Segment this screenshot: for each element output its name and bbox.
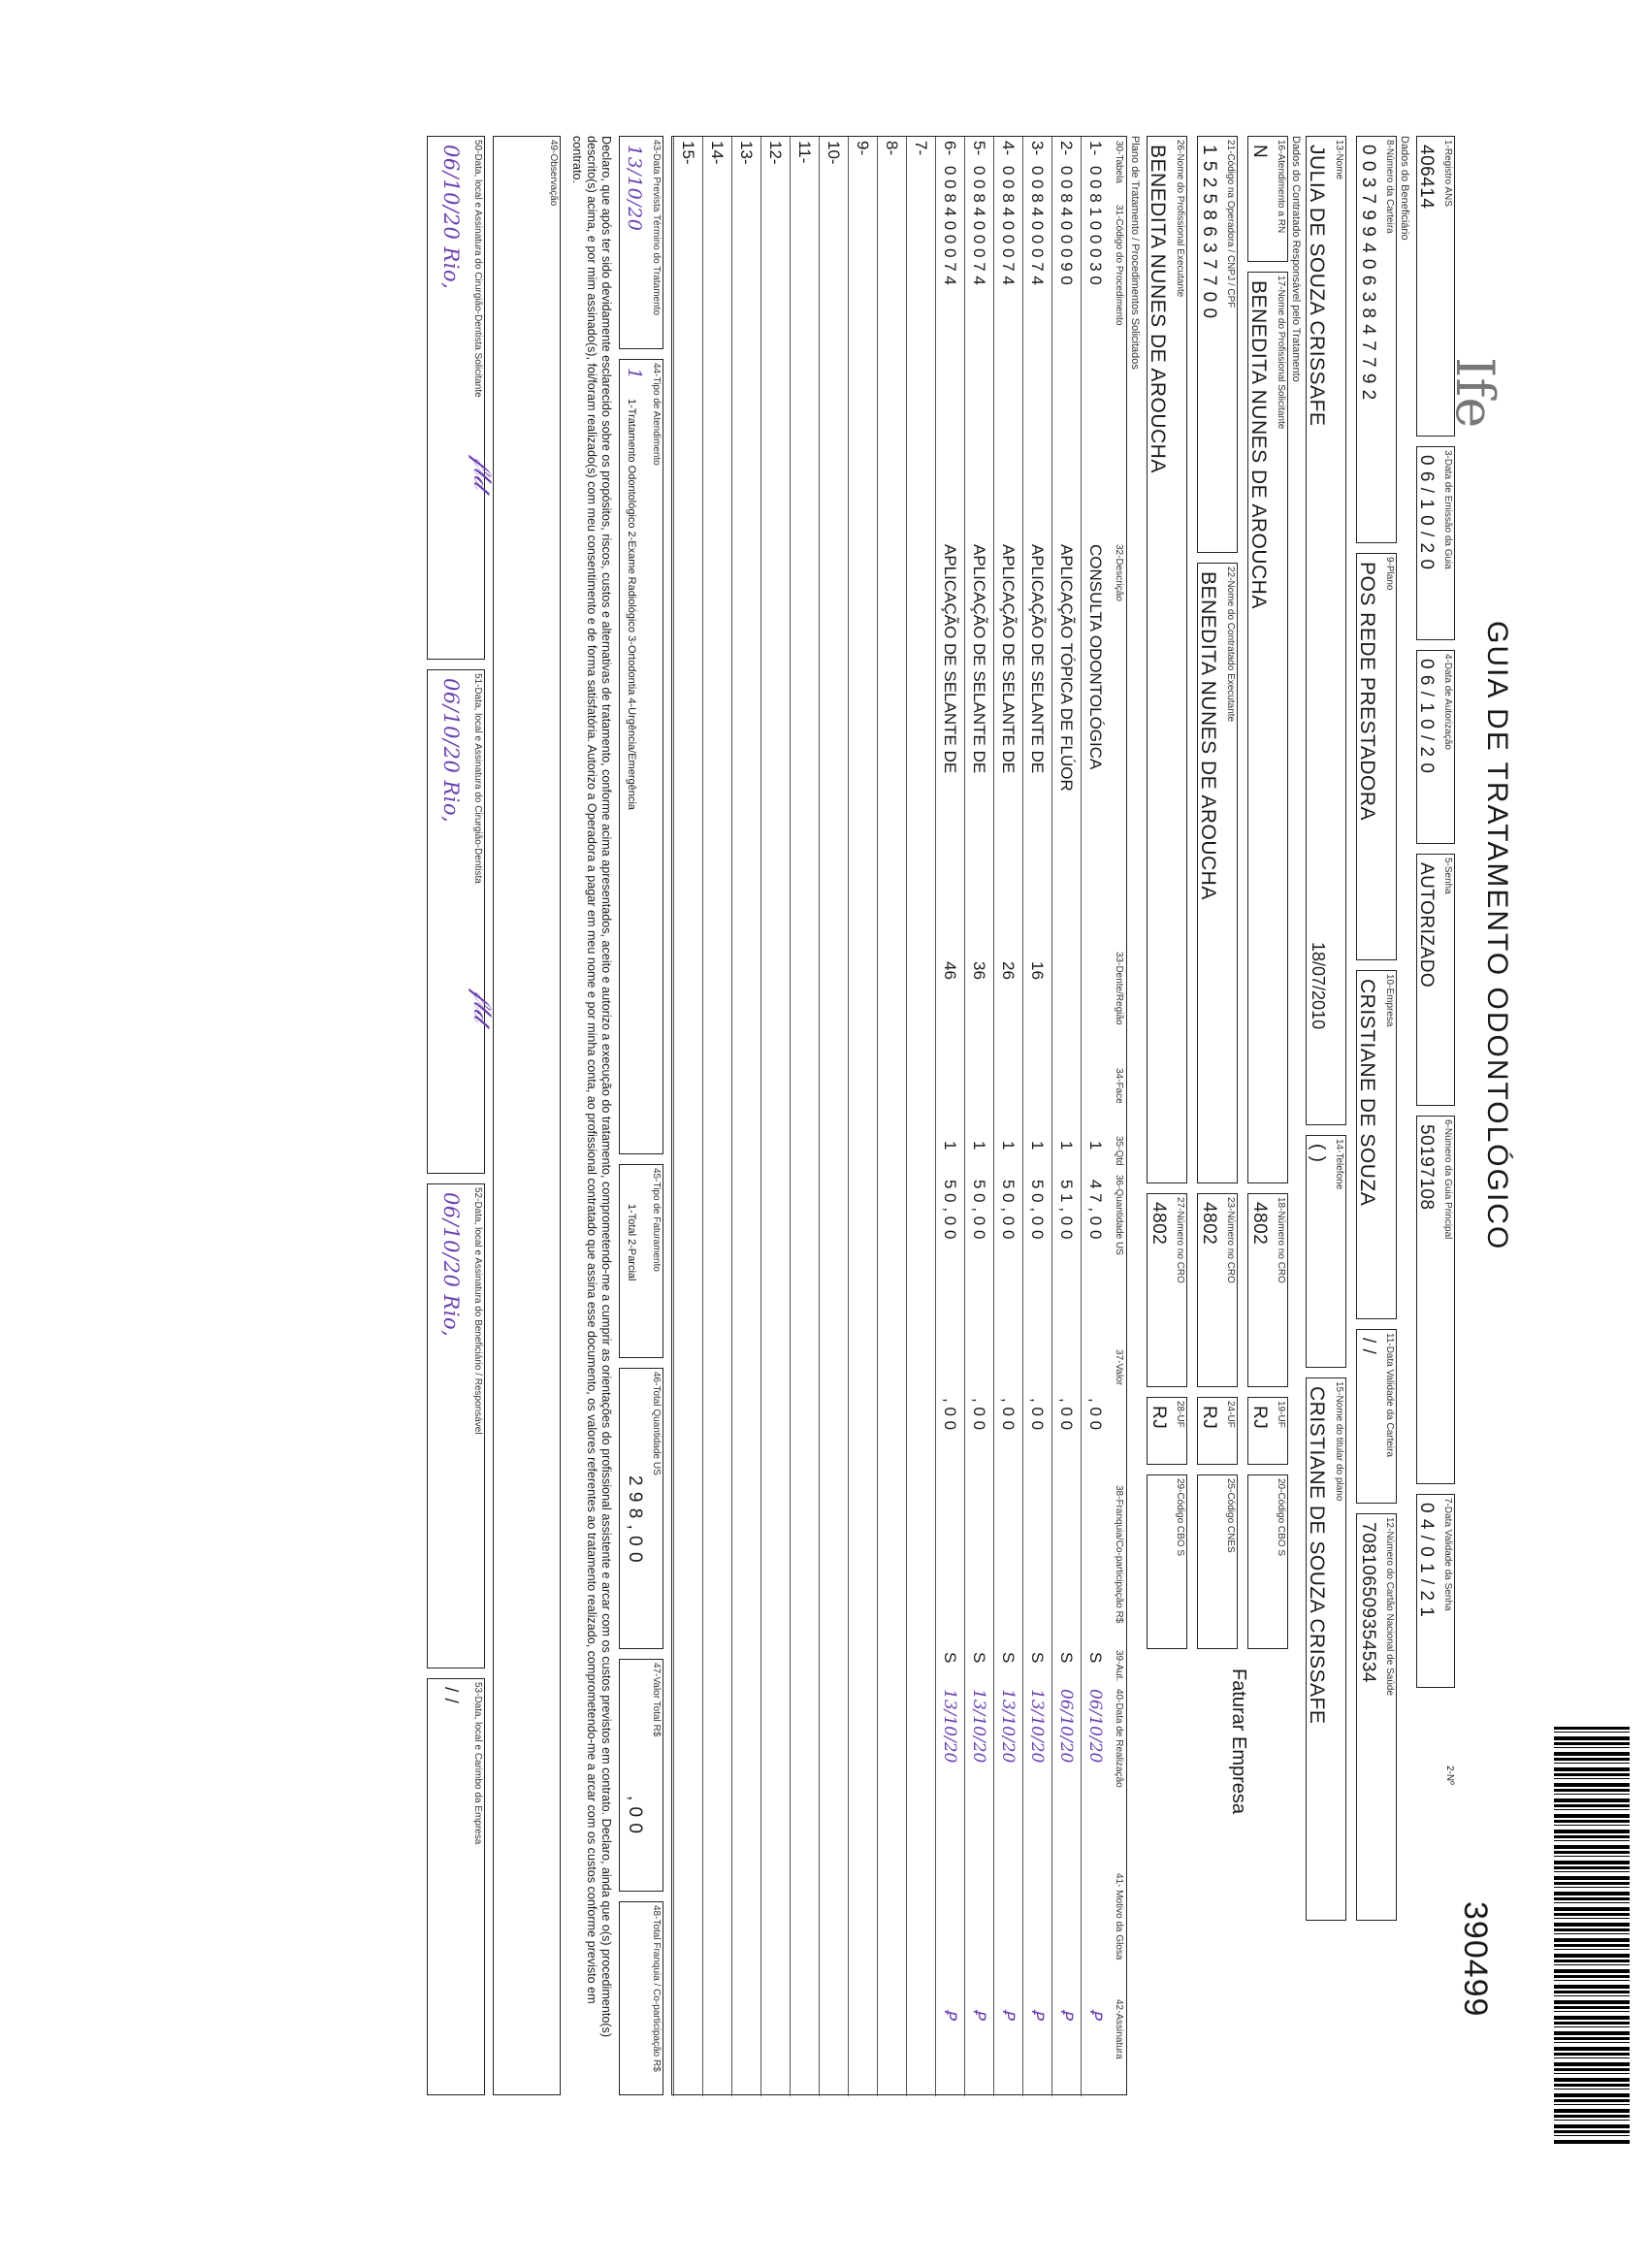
row-aut: S <box>941 1652 959 1664</box>
row-number: 7- <box>912 141 930 156</box>
section-procedimentos: Plano de Tratamento / Procedimentos Solicitados <box>1129 136 1141 370</box>
row-description: APLICAÇÃO DE SELANTE DE <box>970 544 988 774</box>
field-atendimento-rn[interactable]: 16-Atendimento a RN N <box>1247 136 1288 262</box>
field-cro-solicitante[interactable]: 18-Número no CRO 4802 <box>1247 1193 1288 1387</box>
row-date: 06/10/20 <box>1056 1689 1076 1764</box>
field-guia-principal[interactable]: 6-Número da Guia Principal 50197108 <box>1416 1116 1455 1484</box>
field-codigo-operadora[interactable]: 21-Código na Operadora / CNPJ / CPF 1 5 2 5 8 6 3 7 7 0 0 <box>1197 136 1238 553</box>
col-motivo-glosa: 41- Motivo da Glosa <box>1114 1873 1124 1960</box>
field-uf-contratado[interactable]: 24-UF RJ <box>1197 1397 1238 1465</box>
row-qty: 1 <box>941 1141 959 1150</box>
field-cro-contratado[interactable]: 23-Número no CRO 4802 <box>1197 1193 1238 1387</box>
table-row[interactable] <box>1082 137 1109 2096</box>
col-tabela: 30-Tabela <box>1114 141 1124 183</box>
row-aut: S <box>999 1652 1018 1664</box>
row-qty: 1 <box>1057 1141 1076 1150</box>
row-us: 4 7 , 0 0 <box>1086 1180 1105 1240</box>
field-uf-executante[interactable]: 28-UF RJ <box>1147 1397 1187 1465</box>
row-number: 12- <box>766 141 785 165</box>
row-date: 13/10/20 <box>998 1689 1018 1764</box>
row-qty: 1 <box>1086 1141 1105 1150</box>
field-data-prevista[interactable]: 43-Data Prevista Término do Tratamento 13/10/20 <box>619 136 663 349</box>
row-description: CONSULTA ODONTOLÓGICA <box>1086 544 1105 770</box>
col-face: 34-Face <box>1114 1068 1124 1104</box>
field-cbo-executante[interactable]: 29-Código CBO S <box>1147 1474 1187 1649</box>
row-us: 5 0 , 0 0 <box>999 1180 1018 1240</box>
row-number: 13- <box>737 141 756 165</box>
field-validade-carteira[interactable]: 11-Data Validade da Carteira / / <box>1356 1329 1397 1504</box>
field-profissional-solicitante[interactable]: 17-Nome do Profissional Solicitante BENEDITA NUNES DE AROUCHA <box>1247 272 1288 1183</box>
row-number: 1- <box>1086 141 1105 156</box>
table-row[interactable] <box>732 137 760 2096</box>
row-code: 0 0 8 4 0 0 0 7 4 <box>1028 166 1047 285</box>
row-code: 0 0 8 1 0 0 0 3 0 <box>1086 166 1105 285</box>
field-uf-solicitante[interactable]: 19-UF RJ <box>1247 1397 1288 1465</box>
row-qty: 1 <box>970 1141 988 1150</box>
field-assinatura-solicitante[interactable]: 50-Data, local e Assinatura do Cirurgião-Dentista Solicitante 06/10/20 Rio, <box>427 136 485 660</box>
section-beneficiario: Dados do Beneficiário <box>1399 136 1410 241</box>
col-valor: 37-Valor <box>1114 1349 1124 1386</box>
row-date: 13/10/20 <box>1027 1689 1047 1764</box>
table-row[interactable] <box>674 137 701 2096</box>
col-quantidade-us: 36-Quantidade US <box>1114 1175 1124 1255</box>
field-nome[interactable]: 13-Nome JULIA DE SOUZA CRISSAFE 18/07/2010 <box>1306 136 1346 1125</box>
row-tooth: 46 <box>941 961 959 980</box>
procedures-table <box>671 136 1127 2095</box>
field-tipo-atendimento[interactable]: 44-Tipo de Atendimento 1 1-Tratamento Odontológico 2-Exame Radiológico 3-Ortodontia 4-Urgência/Emergência <box>619 359 663 1154</box>
col-codigo: 31-Código do Procedimento <box>1114 205 1124 326</box>
birth-date: 18/07/2010 <box>1309 942 1328 1030</box>
barcode <box>1554 1727 1630 2144</box>
col-data-realizacao: 40-Data de Realização <box>1114 1689 1124 1788</box>
row-description: APLICAÇÃO TÓPICA DE FLÚOR <box>1057 544 1076 792</box>
row-number: 6- <box>941 141 959 156</box>
row-value: , 0 0 <box>941 1398 959 1431</box>
row-us: 5 0 , 0 0 <box>941 1180 959 1240</box>
row-number: 14- <box>708 141 727 165</box>
row-signature: Ꝑ <box>969 2009 988 2020</box>
row-value: , 0 0 <box>970 1398 988 1431</box>
field-cartao-nacional[interactable]: 12-Número do Cartão Nacional de Saúde 708106509354534 <box>1356 1513 1397 1921</box>
row-value: , 0 0 <box>1057 1398 1076 1431</box>
row-code: 0 0 8 4 0 0 0 7 4 <box>999 166 1018 285</box>
row-number: 5- <box>970 141 988 156</box>
row-tooth: 36 <box>970 961 988 980</box>
table-row[interactable] <box>1052 137 1080 2096</box>
col-qtd: 35-Qtd <box>1114 1136 1124 1166</box>
row-number: 8- <box>883 141 901 156</box>
row-number: 10- <box>824 141 843 165</box>
field-plano[interactable]: 9-Plano POS REDE PRESTADORA <box>1356 553 1397 960</box>
row-date: 13/10/20 <box>969 1689 988 1764</box>
row-us: 5 1 , 0 0 <box>1057 1180 1076 1240</box>
field-cro-executante[interactable]: 27-Número no CRO 4802 <box>1147 1193 1187 1387</box>
row-value: , 0 0 <box>1028 1398 1047 1431</box>
row-aut: S <box>1028 1652 1047 1664</box>
row-us: 5 0 , 0 0 <box>970 1180 988 1240</box>
row-number: 2- <box>1057 141 1076 156</box>
row-qty: 1 <box>999 1141 1018 1150</box>
field-assinatura-dentista[interactable]: 51-Data, local e Assinatura do Cirurgião-Dentista 06/10/20 Rio, <box>427 669 485 1174</box>
operator-logo: Ife <box>1444 357 1505 429</box>
col-descricao: 32-Descrição <box>1114 544 1124 601</box>
row-number: 4- <box>999 141 1018 156</box>
table-row[interactable] <box>965 137 992 2096</box>
row-value: , 0 0 <box>1086 1398 1105 1431</box>
row-description: APLICAÇÃO DE SELANTE DE <box>1028 544 1047 774</box>
field-valor-total[interactable]: 47-Valor Total R$ , 0 0 <box>619 1659 663 1892</box>
field-total-franquia[interactable]: 48-Total Franquia / Co-participação R$ <box>619 1901 663 2095</box>
field-senha[interactable]: 5-Senha AUTORIZADO <box>1416 854 1455 1106</box>
row-date: 13/10/20 <box>940 1689 959 1764</box>
row-signature: Ꝑ <box>1027 2009 1047 2020</box>
field-cnes[interactable]: 25-Código CNES <box>1197 1474 1238 1649</box>
col-dente: 33-Dente/Região <box>1114 952 1124 1025</box>
row-aut: S <box>1057 1652 1076 1664</box>
table-row[interactable] <box>907 137 934 2096</box>
table-row[interactable] <box>994 137 1021 2096</box>
handwritten-signature: 𝒻𝓁𝒹 <box>468 456 497 489</box>
row-number: 15- <box>679 141 697 165</box>
guide-number-label: 2-Nº <box>1444 1766 1455 1785</box>
row-signature: Ꝑ <box>1085 2009 1105 2020</box>
guia-form <box>252 136 1513 2231</box>
row-code: 0 0 8 4 0 0 0 7 4 <box>941 166 959 285</box>
row-tooth: 26 <box>999 961 1018 980</box>
field-observacao[interactable]: 49-Observação <box>493 136 561 2095</box>
field-profissional-executante[interactable]: 26-Nome do Profissional Executante BENEDITA NUNES DE AROUCHA <box>1147 136 1187 1183</box>
row-signature: Ꝑ <box>940 2009 959 2020</box>
table-row[interactable] <box>761 137 789 2096</box>
field-registro-ans[interactable]: 1-Registro ANS 406414 <box>1416 136 1455 437</box>
field-data-autorizacao[interactable]: 4-Data de Autorização 0 6 / 1 0 / 2 0 <box>1416 650 1455 844</box>
guide-number: 390499 <box>1457 1901 1494 2018</box>
field-assinatura-beneficiario[interactable]: 52-Data, local e Assinatura do Beneficiário / Responsável 06/10/20 Rio, <box>427 1183 485 1669</box>
col-assinatura: 42-Assinatura <box>1114 1999 1124 2059</box>
col-franquia: 38-Franquia/Co-participação R$ <box>1114 1485 1124 1624</box>
row-us: 5 0 , 0 0 <box>1028 1180 1047 1240</box>
col-aut: 39-Aut. <box>1114 1650 1124 1682</box>
row-number: 11- <box>795 141 814 164</box>
row-date: 06/10/20 <box>1085 1689 1105 1764</box>
row-number: 9- <box>854 141 872 156</box>
section-contratado: Dados do Contratado Responsável pelo Tratamento <box>1290 136 1302 382</box>
table-row[interactable] <box>820 137 847 2096</box>
table-row[interactable] <box>703 137 730 2096</box>
field-numero-carteira[interactable]: 8-Número da Carteira 0 0 3 7 9 9 4 0 6 3 8 4 7 7 9 2 <box>1356 136 1397 543</box>
page-title: GUIA DE TRATAMENTO ODONTOLÓGICO <box>1481 621 1513 1251</box>
row-code: 0 0 8 4 0 0 0 7 4 <box>970 166 988 285</box>
field-titular-plano[interactable]: 15-Nome do titular do plano CRISTIANE DE SOUZA CRISSAFE <box>1306 1377 1346 1921</box>
row-value: , 0 0 <box>999 1398 1018 1431</box>
row-description: APLICAÇÃO DE SELANTE DE <box>999 544 1018 774</box>
row-aut: S <box>1086 1652 1105 1664</box>
declaration-text: Declaro, que após ter sido devidamente esclarecido sobre os propósitos, riscos, custos e alternativas de tratamento, conforme acima apresentados, aceito e autorizo a execução do tratamento, comprometendo-me a cumprir as orientações do profissional assistente e arcar com os custos previstos em contrato. Declaro, ainda que o(s) procedimento(s) descrito(s) acima, e por mim assinado(s), foi/foram realizado(s) com meu consentimento e de forma satisfatória. Autorizo a Operadora a pagar em meu nome e por minha conta, ao profissional contratado que assina esse documento, os valores referentes ao tratamento realizado, comprometendo-me a arcar com os custos conforme previsto em contrato. <box>570 136 613 2038</box>
field-carimbo-empresa[interactable]: 53-Data, local e Carimbo da Empresa / / <box>427 1678 485 2095</box>
table-row[interactable] <box>791 137 818 2096</box>
row-tooth: 16 <box>1028 961 1047 980</box>
field-total-us[interactable]: 46-Total Quantidade US 2 9 8 , 0 0 <box>619 1368 663 1649</box>
row-number: 3- <box>1028 141 1047 156</box>
row-signature: Ꝑ <box>998 2009 1018 2020</box>
row-signature: Ꝑ <box>1056 2009 1076 2020</box>
field-validade-senha[interactable]: 7-Data Validade da Senha 0 4 / 0 1 / 2 1 <box>1416 1494 1455 1688</box>
field-tipo-faturamento[interactable]: 45-Tipo de Faturamento 1-Total 2-Parcial <box>619 1164 663 1358</box>
table-row[interactable] <box>878 137 905 2096</box>
table-row[interactable] <box>1023 137 1051 2096</box>
field-contratado-executante[interactable]: 22-Nome do Contratado Executante BENEDITA NUNES DE AROUCHA <box>1197 563 1238 1183</box>
handwritten-signature: 𝒻𝓁𝒹 <box>468 989 497 1022</box>
row-description: APLICAÇÃO DE SELANTE DE <box>941 544 959 774</box>
field-cbo-solicitante[interactable]: 20-Código CBO S <box>1247 1474 1288 1649</box>
table-row[interactable] <box>849 137 876 2096</box>
row-aut: S <box>970 1652 988 1664</box>
table-row[interactable] <box>936 137 963 2096</box>
row-qty: 1 <box>1028 1141 1047 1150</box>
field-empresa[interactable]: 10-Empresa CRISTIANE DE SOUZA <box>1356 970 1397 1319</box>
faturar-empresa: Faturar Empresa <box>1228 1669 1249 1815</box>
field-data-emissao[interactable]: 3-Data de Emissão da Guia 0 6 / 1 0 / 2 0 <box>1416 446 1455 640</box>
field-telefone[interactable]: 14-Telefone ( ) <box>1306 1135 1346 1368</box>
row-code: 0 0 8 4 0 0 0 9 0 <box>1057 166 1076 285</box>
